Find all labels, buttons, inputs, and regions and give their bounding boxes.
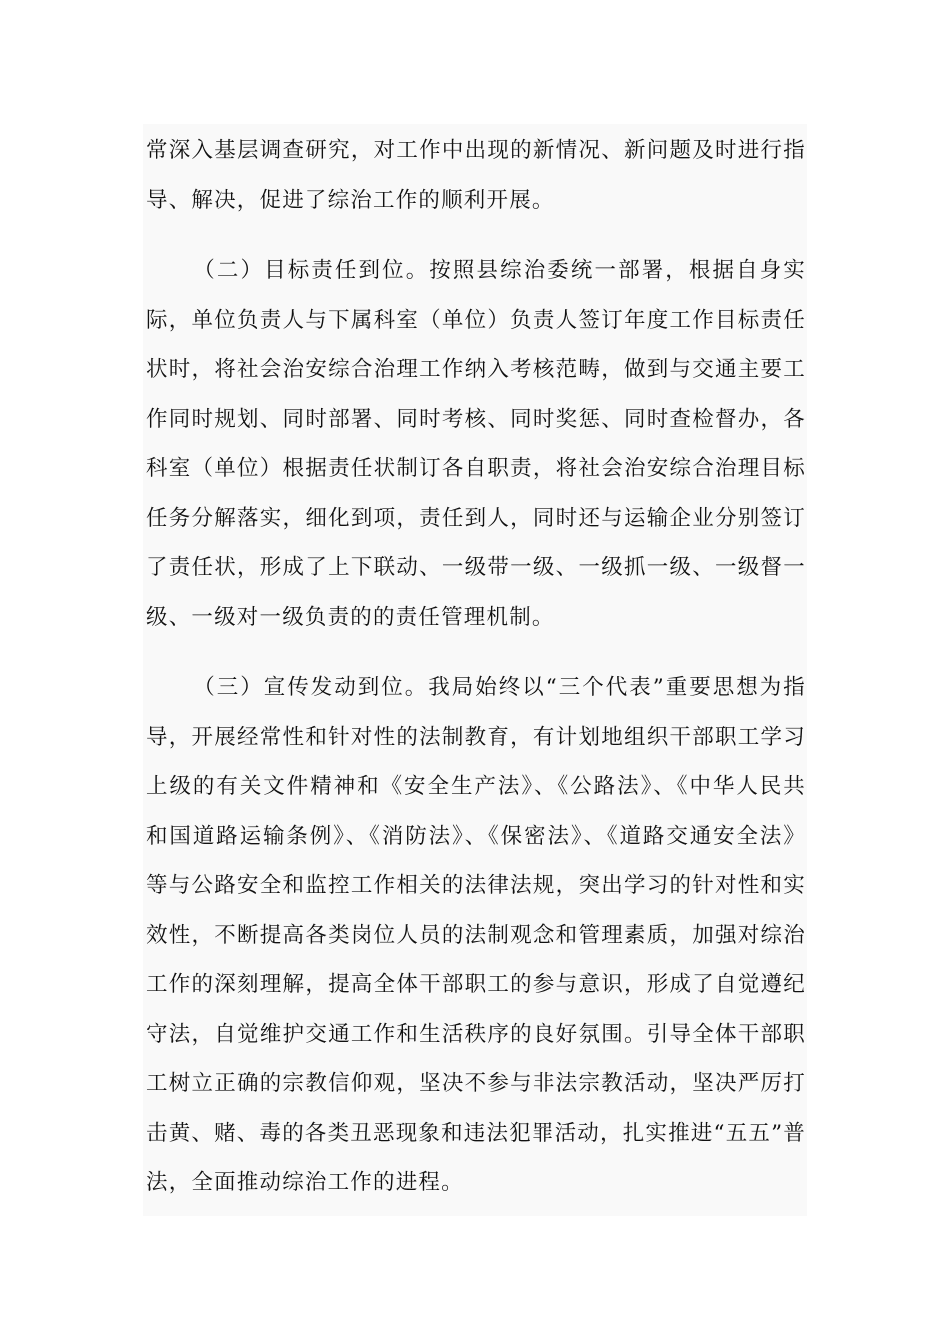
document-body bbox=[146, 126, 806, 1208]
paragraph-continuation: 常深入基层调查研究，对工作中出现的新情况、新问题及时进行指导、解决，促进了综治工作的顺利开展。 bbox=[146, 138, 806, 213]
paragraph-target-responsibility: （二）目标责任到位。按照县综治委统一部署，根据自身实际，单位负责人与下属科室（单位）负责人签订年度工作目标责任状时，将社会治安综合治理工作纳入考核范畴，做到与交通主要工作同时规划、同时部署、同时考核、同时奖惩、同时查检督办，各科室（单位）根据责任状制订各自职责，将社会治安综合治理目标任务分解落实，细化到项，责任到人，同时还与运输企业分别签订了责任状，形成了上下联动、一级带一级、一级抓一级、一级督一级、一级对一级负责的的责任管理机制。 bbox=[146, 258, 806, 630]
paragraph-publicity-mobilization: （三）宣传发动到位。我局始终以“三个代表”重要思想为指导，开展经常性和针对性的法制教育，有计划地组织干部职工学习上级的有关文件精神和《安全生产法》、《公路法》、《中华人民共和国道路运输条例》、《消防法》、《保密法》、《道路交通安全法》等与公路安全和监控工作相关的法律法规，突出学习的针对性和实效性，不断提高各类岗位人员的法制观念和管理素质，加强对综治工作的深刻理解，提高全体干部职工的参与意识，形成了自觉遵纪守法，自觉维护交通工作和生活秩序的良好氛围。引导全体干部职工树立正确的宗教信仰观，坚决不参与非法宗教活动，坚决严厉打击黄、赌、毒的各类丑恶现象和违法犯罪活动，扎实推进“五五”普法，全面推动综治工作的进程。 bbox=[146, 675, 806, 1195]
paragraph-gap bbox=[146, 642, 806, 663]
paragraph-gap bbox=[146, 225, 806, 246]
